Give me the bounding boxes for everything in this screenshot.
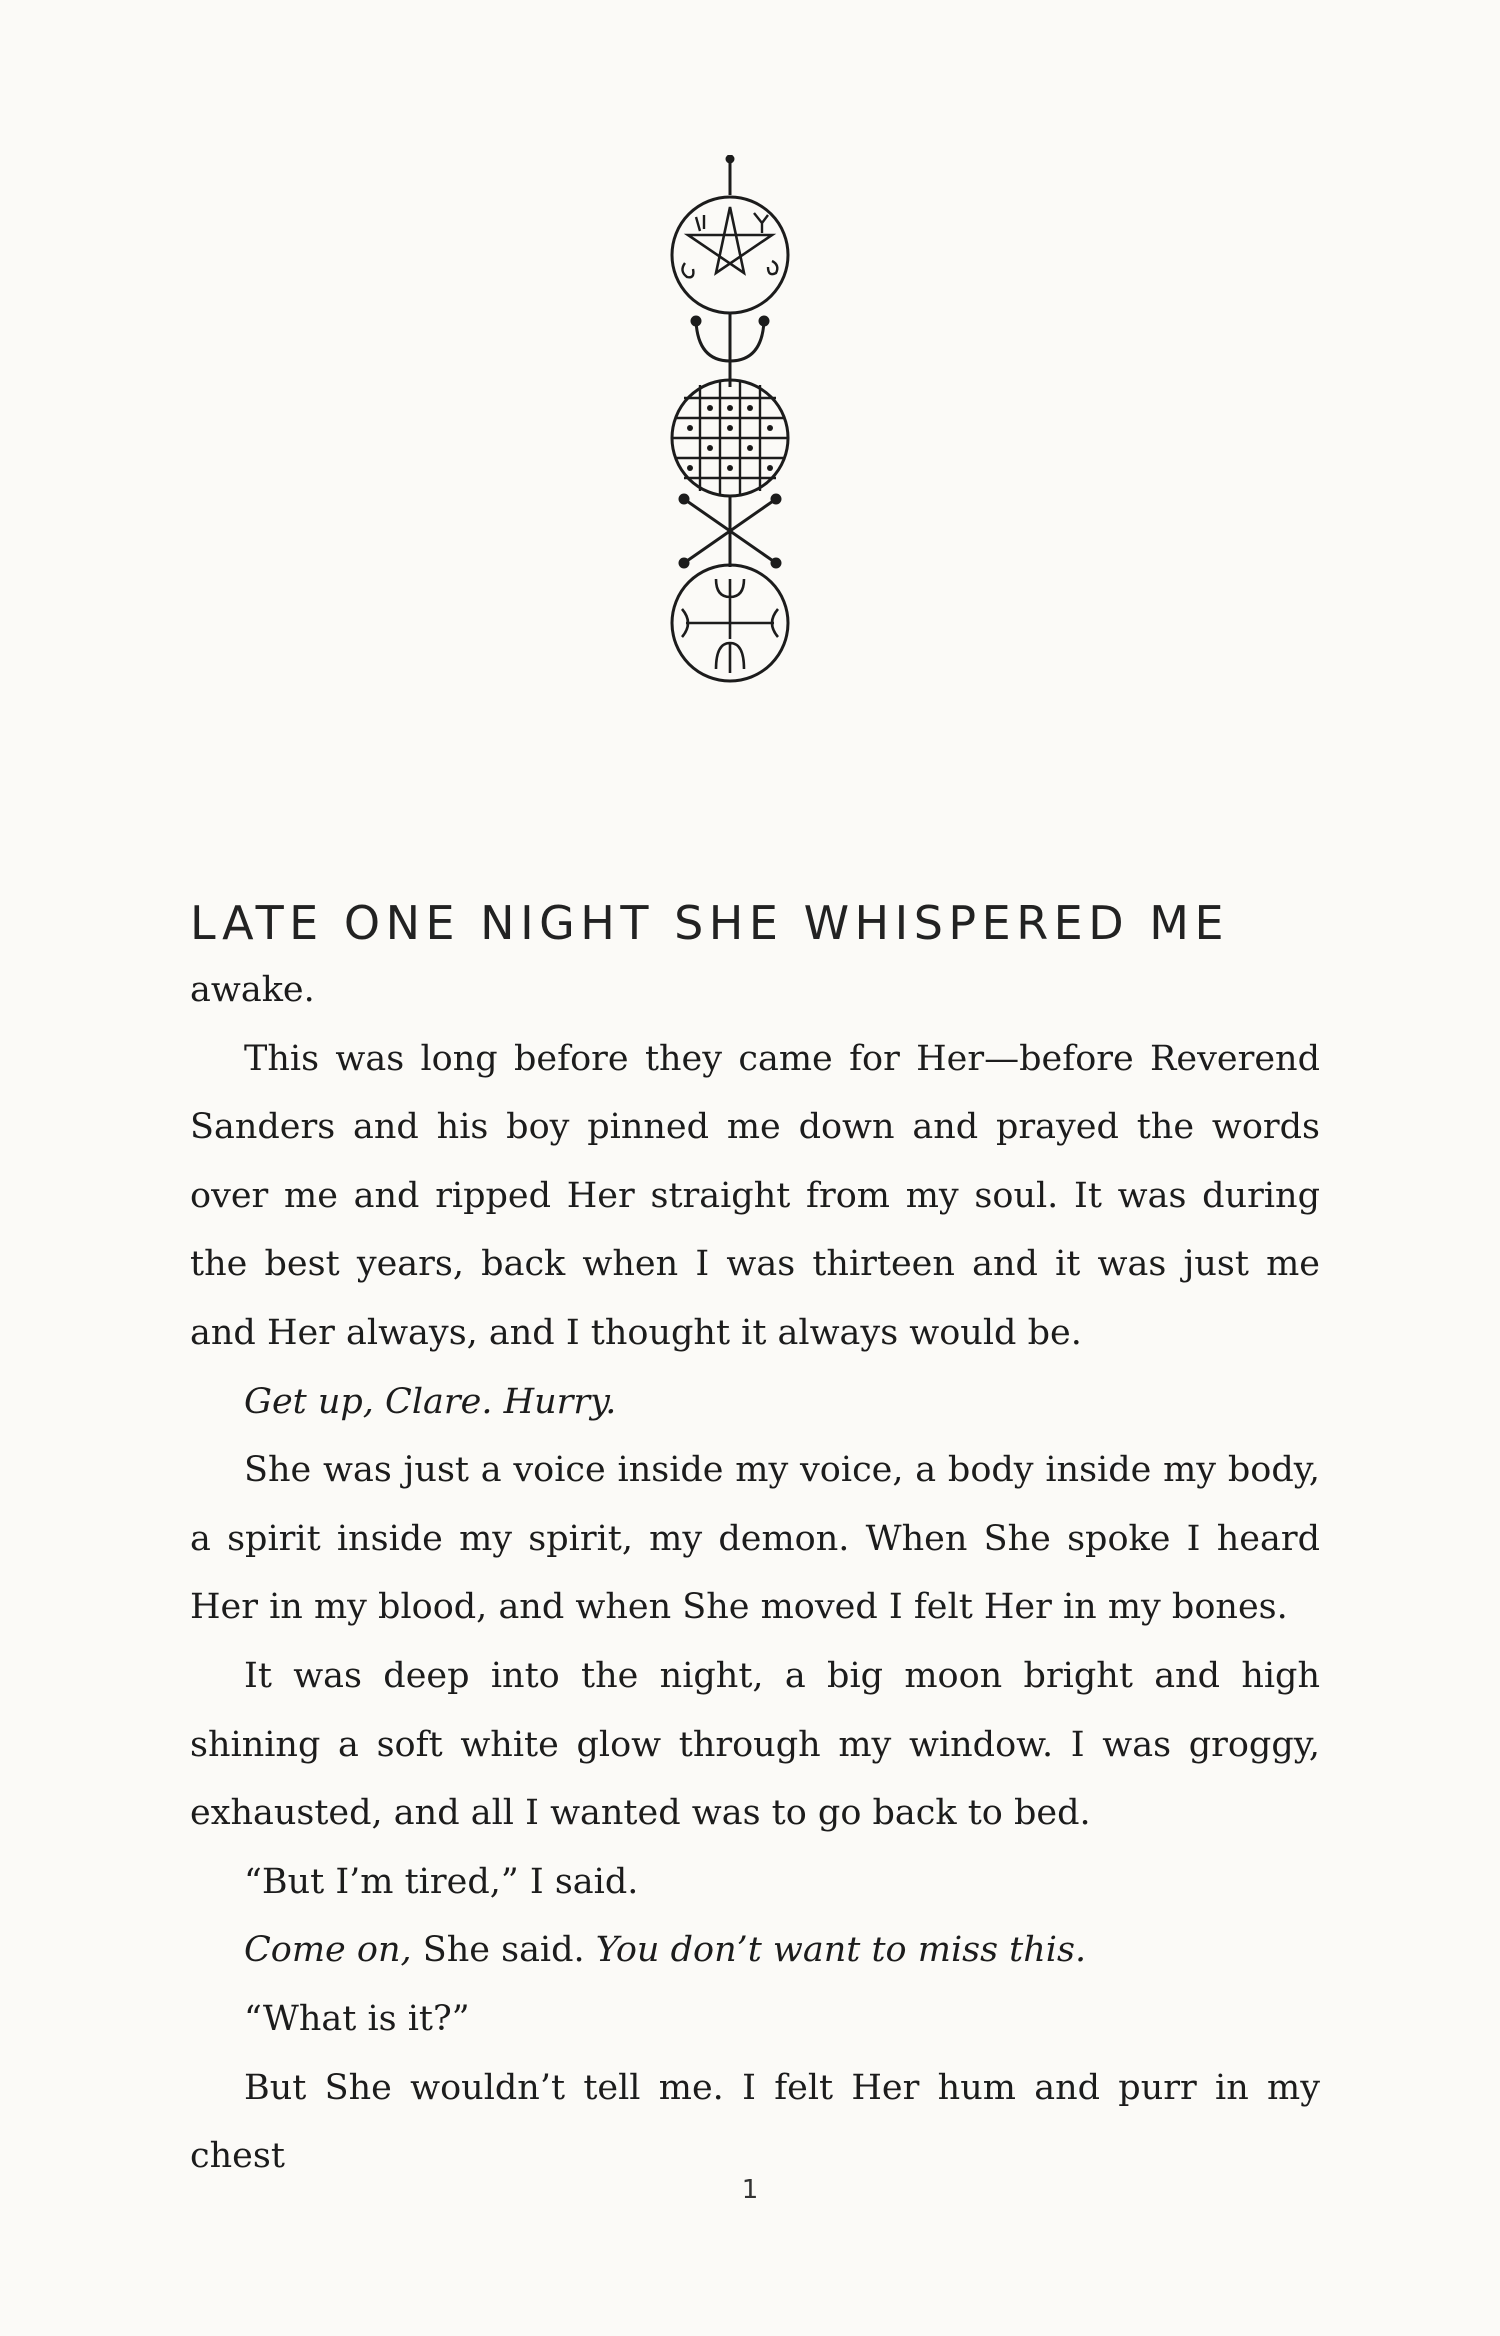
speech-tag: She said.	[411, 1930, 596, 1971]
paragraph: This was long before they came for Her—before Reverend Sanders and his boy pinned me down and prayed the words over me and ripped Her straight from my soul. It was during the best years, back when I was thirteen and it was just me and Her always, and I thought it always would be.	[190, 1038, 1320, 1353]
paragraph: “But I’m tired,” I said.	[244, 1861, 639, 1902]
paragraph	[190, 1368, 1320, 1437]
paragraph: She was just a voice inside my voice, a body inside my body, a spirit inside my spirit, my demon. When She spoke I heard Her in my blood, and when She moved I felt Her in my bones.	[190, 1450, 1320, 1628]
italic-speech: Come on,	[244, 1930, 412, 1971]
italic-speech: You don’t want to miss this.	[595, 1930, 1087, 1971]
italic-speech: Get up, Clare. Hurry.	[244, 1381, 617, 1422]
sigil-ornament	[660, 155, 800, 695]
paragraph: It was deep into the night, a big moon bright and high shining a soft white glow through my window. I was groggy, exhausted, and all I wanted was to go back to bed.	[190, 1655, 1320, 1834]
paragraph: awake.	[190, 970, 315, 1010]
page-number: 1	[741, 2175, 759, 2205]
paragraph: “What is it?”	[244, 1998, 470, 2039]
chapter-opening-caps: LATE ONE NIGHT SHE WHISPERED ME	[190, 896, 1230, 950]
chapter-text	[190, 890, 1320, 2191]
paragraph: But She wouldn’t tell me. I felt Her hum and purr in my chest	[190, 2067, 1320, 2177]
paragraph	[190, 1916, 1320, 1985]
